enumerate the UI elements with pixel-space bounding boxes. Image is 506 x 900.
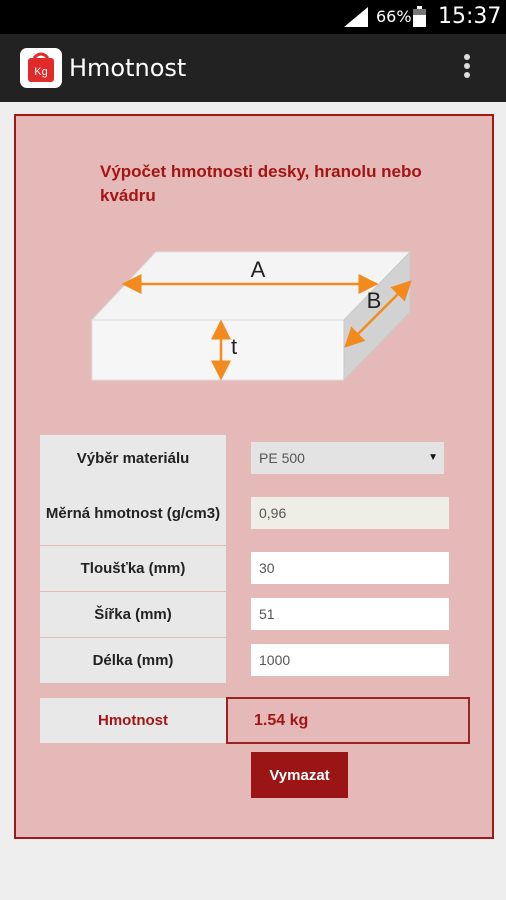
- calculator-title: Výpočet hmotnosti desky, hranolu nebo kvádru: [100, 162, 422, 205]
- result-label: Hmotnost: [40, 698, 226, 743]
- clear-button[interactable]: Vymazat: [251, 752, 348, 798]
- signal-icon: [344, 7, 368, 27]
- length-input[interactable]: 1000: [251, 644, 449, 676]
- density-field: 0,96: [251, 497, 449, 529]
- battery-percent: 66%: [376, 7, 412, 26]
- app-icon: [20, 48, 62, 88]
- label-b: B: [366, 288, 382, 313]
- thickness-label: Tloušťka (mm): [40, 546, 226, 591]
- app-title: Hmotnost: [69, 54, 187, 82]
- label-a: A: [250, 257, 266, 282]
- dropdown-arrow-icon: ▼: [428, 452, 438, 463]
- material-label: Výběr materiálu: [40, 435, 226, 482]
- width-label: Šířka (mm): [40, 592, 226, 637]
- app-bar: [0, 34, 506, 102]
- material-select[interactable]: [251, 442, 444, 474]
- thickness-input[interactable]: 30: [251, 552, 449, 584]
- material-select-value: PE 500: [259, 450, 305, 466]
- battery-icon: [413, 6, 426, 27]
- weight-bag-icon: [20, 48, 62, 88]
- result-value: 1.54 kg: [226, 697, 470, 744]
- length-label: Délka (mm): [40, 638, 226, 683]
- width-input[interactable]: 51: [251, 598, 449, 630]
- block-dimensions-diagram: [86, 246, 426, 386]
- status-bar: [0, 0, 506, 34]
- density-label: Měrná hmotnost (g/cm3): [40, 482, 226, 545]
- clock: 15:37: [438, 4, 502, 29]
- svg-text:Kg: Kg: [34, 66, 48, 78]
- label-t: t: [230, 334, 238, 359]
- overflow-menu-icon[interactable]: [460, 52, 474, 84]
